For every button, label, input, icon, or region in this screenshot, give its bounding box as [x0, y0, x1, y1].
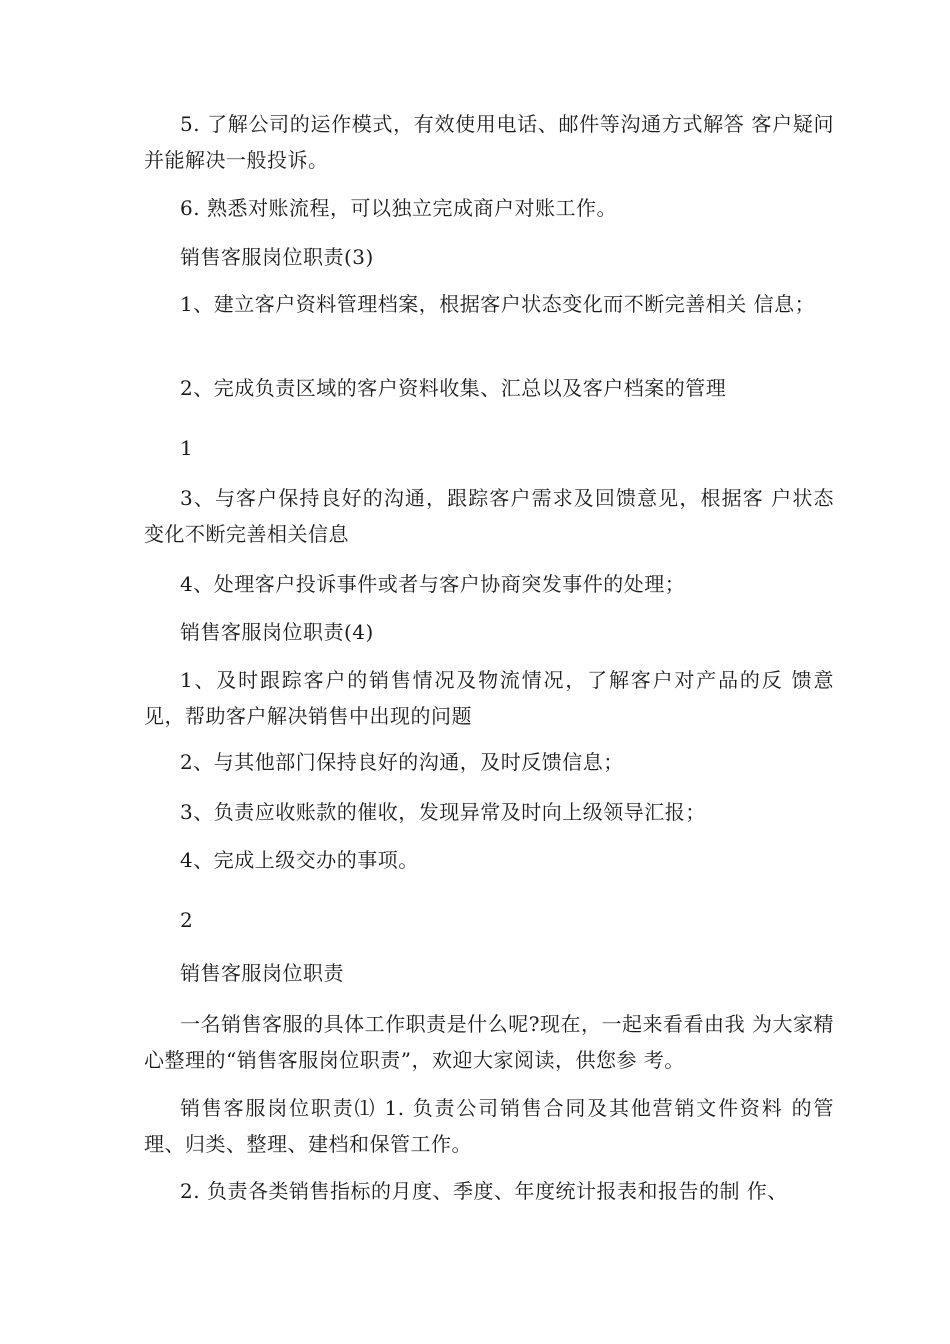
paragraph-duty-3-2: 2、完成负责区域的客户资料收集、汇总以及客户档案的管理 [180, 376, 727, 400]
page-number-1: 1 [180, 436, 194, 460]
paragraph-duty-3-1: 1、建立客户资料管理档案，根据客户状态变化而不断完善相关 信息； [180, 292, 816, 316]
paragraph-duty-4-4: 4、完成上级交办的事项。 [180, 848, 419, 872]
paragraph-intro: 一名销售客服的具体工作职责是什么呢?现在，一起来看看由我 为大家精心整理的“销售客服岗位职责”，欢迎大家阅读，供您参 考。 [144, 1012, 834, 1072]
section-heading-4: 销售客服岗位职责(4) [180, 620, 374, 644]
paragraph-duty-4-1: 1、及时跟踪客户的销售情况及物流情况，了解客户对产品的反 馈意见，帮助客户解决销售中出现的问题 [144, 668, 834, 728]
paragraph-item-5: 5. 了解公司的运作模式，有效使用电话、邮件等沟通方式解答 客户疑问并能解决一般投诉。 [144, 112, 834, 172]
paragraph-duty-4-3: 3、负责应收账款的催收，发现异常及时向上级领导汇报； [180, 800, 706, 824]
paragraph-duty-1-2: 2. 负责各类销售指标的月度、季度、年度统计报表和报告的制 作、 [180, 1179, 788, 1203]
paragraph-duty-1-1: 销售客服岗位职责⑴ 1. 负责公司销售合同及其他营销文件资料 的管理、归类、整理、建档和保管工作。 [144, 1096, 834, 1156]
paragraph-duty-3-4: 4、处理客户投诉事件或者与客户协商突发事件的处理； [180, 572, 686, 596]
paragraph-duty-4-2: 2、与其他部门保持良好的沟通，及时反馈信息； [180, 750, 624, 774]
paragraph-duty-3-3: 3、与客户保持良好的沟通，跟踪客户需求及回馈意见，根据客 户状态变化不断完善相关信息 [144, 486, 834, 546]
paragraph-item-6: 6. 熟悉对账流程，可以独立完成商户对账工作。 [180, 196, 617, 220]
section-heading-3: 销售客服岗位职责(3) [180, 245, 374, 269]
section-heading-main: 销售客服岗位职责 [180, 961, 344, 985]
page-number-2: 2 [180, 908, 194, 932]
